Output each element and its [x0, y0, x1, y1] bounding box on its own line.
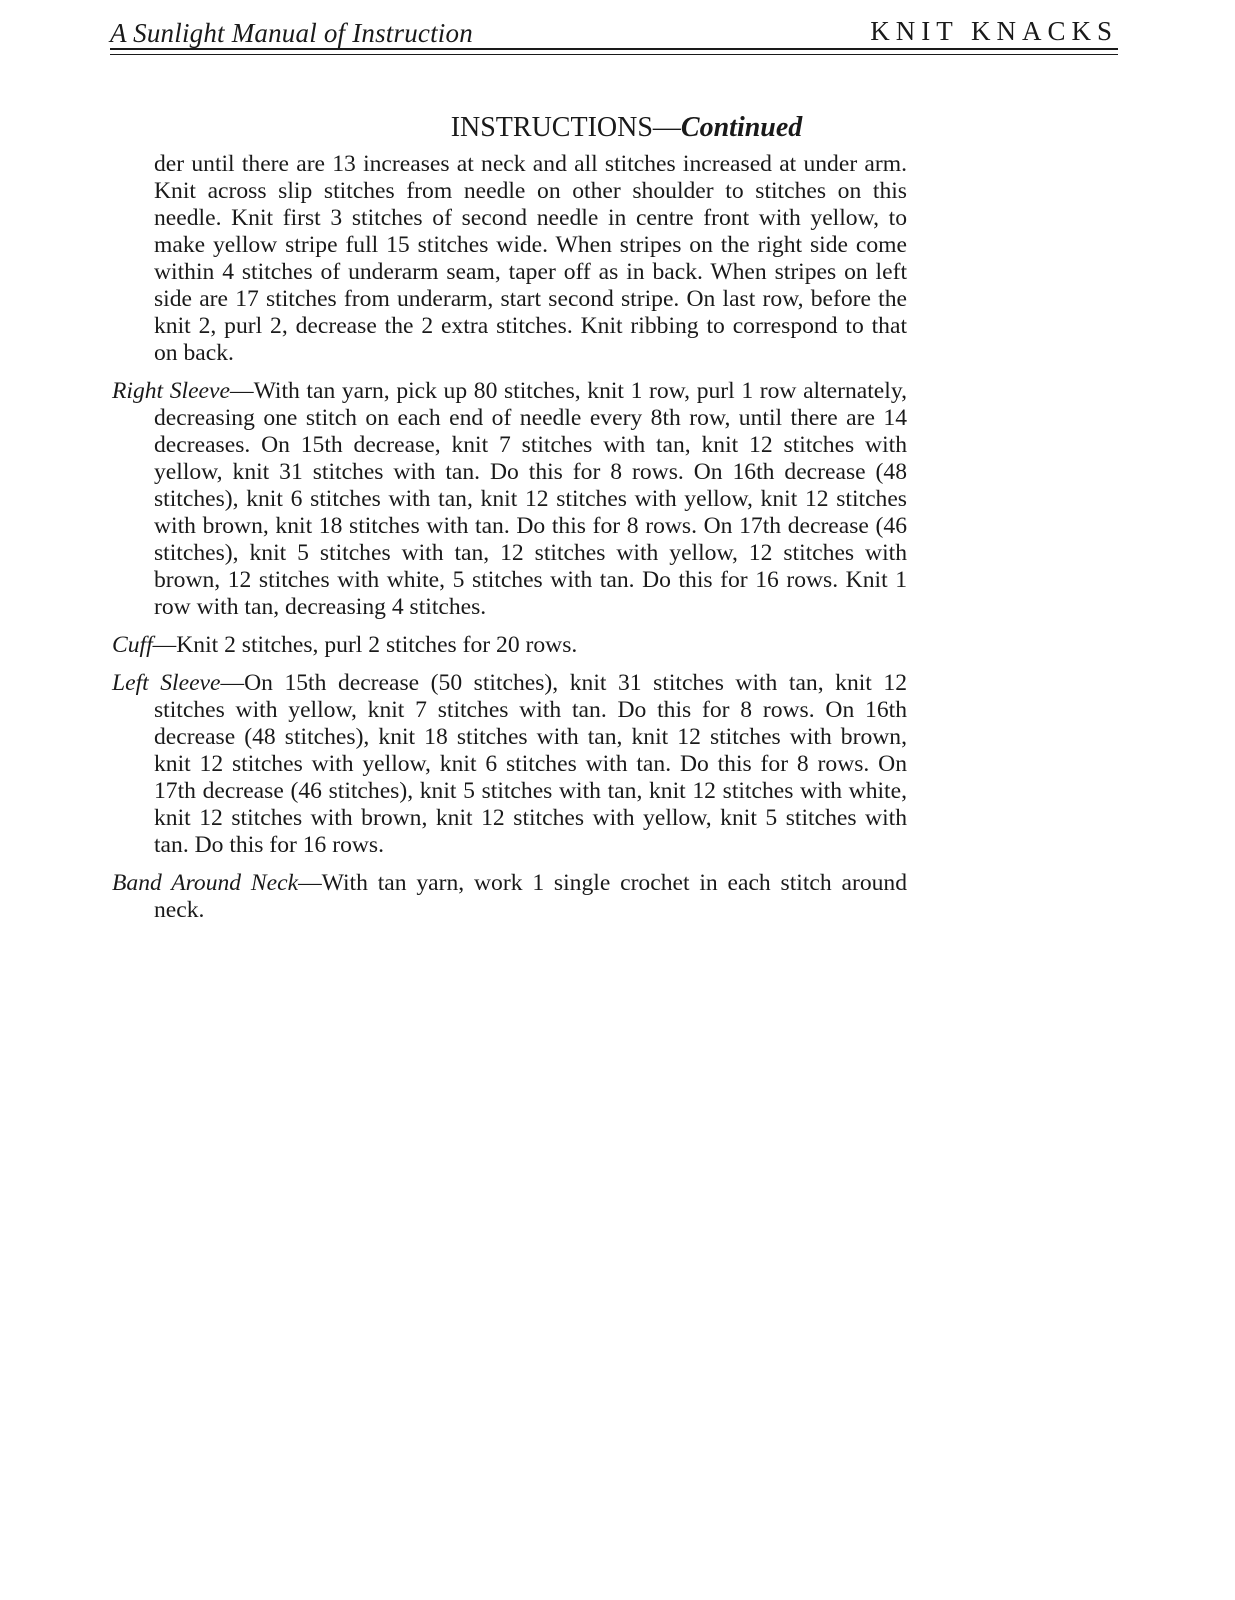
section-continued: Continued	[680, 112, 803, 143]
chapter-title: KNIT KNACKS	[870, 16, 1118, 46]
paragraph-continuation	[112, 151, 907, 367]
paragraph-text: —Knit 2 stitches, purl 2 stitches for 20 rows.	[152, 632, 578, 658]
paragraph-lead: Right Sleeve	[112, 378, 230, 404]
paragraph-lead: Band Around Neck	[112, 870, 299, 896]
section-title: INSTRUCTIONS	[450, 112, 653, 143]
paragraph-lead: Left Sleeve	[112, 670, 221, 696]
paragraph-right-sleeve	[112, 378, 907, 621]
paragraph-text: —With tan yarn, pick up 80 stitches, knit 1 row, purl 1 row alternately, decreasing one stitch on each end of needle every 8th row, until there are 14 decreases. On 15th decrease, knit 7 stitches with tan, knit 12 stitches with yellow, knit 31 stitches with tan. Do this for 8 rows. On 16th decrease (48 stitches), knit 6 stitches with tan, knit 12 stitches with yellow, knit 12 stitches with brown, knit 18 stitches with tan. Do this for 8 rows. On 17th decrease (46 stitches), knit 5 stitches with tan, 12 stitches with yellow, 12 stitches with brown, 12 stitches with white, 5 stitches with tan. Do this for 16 rows. Knit 1 row with tan, decreasing 4 stitches.	[154, 378, 907, 620]
section-heading	[0, 112, 1235, 144]
header-rule-thin	[110, 54, 1118, 55]
paragraph-text: —On 15th decrease (50 stitches), knit 31 stitches with tan, knit 12 stitches with yellow, knit 7 stitches with tan. Do this for 8 rows. On 16th decrease (48 stitches), knit 18 stitches with tan, knit 12 stitches with brown, knit 12 stitches with yellow, knit 6 stitches with tan. Do this for 8 rows. On 17th decrease (46 stitches), knit 5 stitches with tan, knit 12 stitches with white, knit 12 stitches with brown, knit 12 stitches with yellow, knit 5 stitches with tan. Do this for 16 rows.	[154, 670, 907, 858]
paragraph-text: —With tan yarn, work 1 single crochet in each stitch around neck.	[154, 870, 908, 923]
header-rule-thick	[110, 48, 1118, 50]
instructions-body	[112, 151, 907, 935]
section-dash: —	[652, 112, 681, 143]
paragraph-lead: Cuff	[112, 632, 153, 658]
paragraph-left-sleeve	[112, 670, 907, 859]
running-header	[110, 14, 1118, 50]
paragraph-cuff	[112, 632, 907, 659]
paragraph-band-around-neck	[112, 870, 907, 924]
paragraph-text: der until there are 13 increases at neck and all stitches increased at under arm. Knit across slip stitches from needle on other shoulder to stitches on this needle. Knit first 3 stitches of second needle in centre front with yellow, to make yellow stripe full 15 stitches wide. When stripes on the right side come within 4 stitches of underarm seam, taper off as in back. When stripes on left side are 17 stitches from underarm, start second stripe. On last row, before the knit 2, purl 2, decrease the 2 extra stitches. Knit ribbing to correspond to that on back.	[154, 151, 907, 366]
book-title: A Sunlight Manual of Instruction	[110, 18, 473, 48]
